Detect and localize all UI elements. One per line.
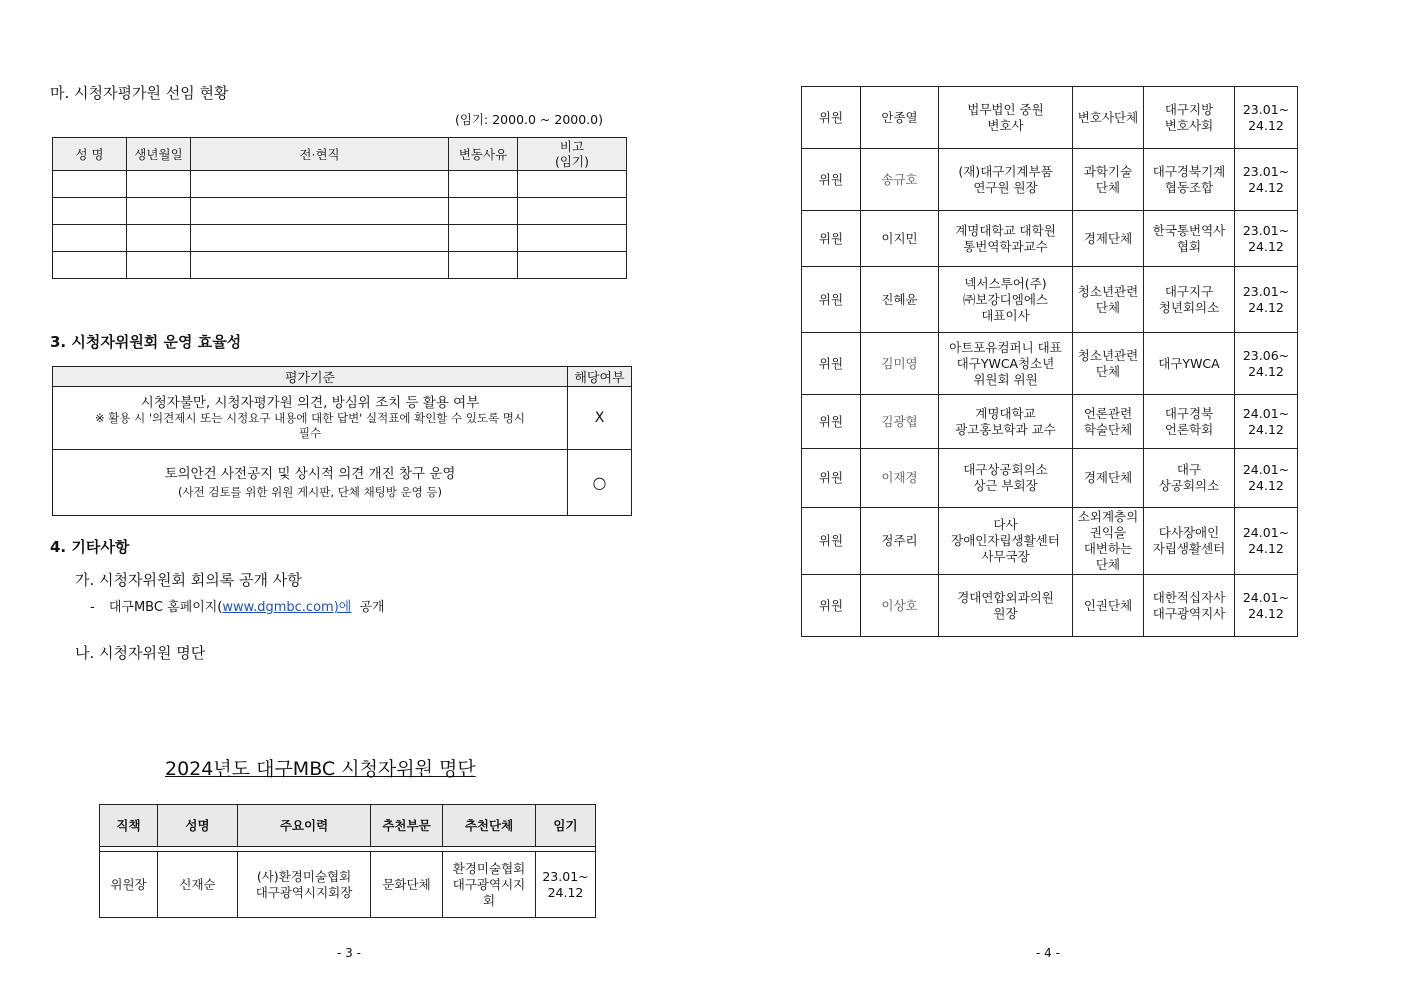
member-career [939, 395, 1073, 449]
section3-title: 3. 시청자위원회 운영 효율성 [50, 333, 242, 351]
member-career [939, 87, 1073, 149]
member-org-line: 대한적십자사 [1152, 589, 1226, 605]
member-org [1144, 449, 1235, 508]
member-career-line: (재)대구기계부품 [958, 163, 1053, 179]
member-name: 이지민 [861, 211, 939, 267]
section4-title: 4. 기타사항 [50, 538, 130, 556]
bullet-dash: - [90, 600, 95, 615]
member-sector-line: 변호사단체 [1077, 109, 1139, 125]
member-sector-line: 청소년관련 [1077, 347, 1139, 363]
member-org-line: 대구YWCA [1158, 355, 1220, 371]
member-career-line: 계명대학교 [975, 405, 1036, 421]
homepage-link[interactable]: www.dgmbc.com)에 [222, 600, 352, 615]
member-org-line: 대구경북 [1164, 405, 1214, 421]
member-term-line: 23.06~ [1242, 347, 1290, 363]
homepage-note [90, 596, 385, 615]
member-org-line: 청년회의소 [1158, 299, 1220, 315]
member-term [1235, 87, 1298, 149]
table-row [802, 149, 1298, 211]
col-position: 전·현직 [191, 138, 449, 171]
member-sector-line: 학술단체 [1083, 421, 1133, 437]
col-name: 성명 [158, 805, 238, 847]
member-career-line: 위원회 위원 [973, 371, 1038, 387]
member-org [1144, 267, 1235, 333]
member-term [1235, 267, 1298, 333]
page-number-right: - 4 - [1036, 946, 1060, 960]
homepage-prefix: 대구MBC 홈페이지( [108, 600, 223, 615]
criteria-note-cont: 필수 [298, 425, 322, 440]
period-note: (임기: 2000.0 ~ 2000.0) [455, 112, 603, 127]
member-term-line: 24.12 [1248, 238, 1284, 254]
member-career-line: 원장 [993, 605, 1018, 621]
table-row [802, 87, 1298, 149]
table-row [802, 395, 1298, 449]
org-line: 회 [482, 892, 496, 908]
table-row [53, 450, 632, 516]
org-line: 대구광역시지 [452, 876, 526, 892]
member-sector-line: 과학기술 [1083, 163, 1133, 179]
page-number-left: - 3 - [337, 946, 361, 960]
member-career-line: 대구상공회의소 [963, 462, 1048, 477]
member-career-line: 변호사 [987, 117, 1024, 133]
table-row [53, 198, 627, 225]
table-row [802, 211, 1298, 267]
efficiency-table [52, 366, 632, 516]
member-name: 신재순 [158, 852, 238, 918]
member-term-line: 23.01~ [1242, 101, 1290, 117]
member-sector [1073, 267, 1144, 333]
member-sector-line: 대변하는 [1083, 541, 1133, 556]
career-line: (사)환경미술협회 [256, 868, 352, 884]
homepage-suffix: 공개 [359, 600, 385, 615]
col-criteria: 평가기준 [53, 367, 568, 387]
member-term-line: 24.12 [1248, 117, 1284, 133]
member-name: 정주리 [861, 508, 939, 575]
col-birthdate: 생년월일 [127, 138, 191, 171]
member-career [939, 508, 1073, 575]
member-career-line: 계명대학교 대학원 [955, 222, 1056, 238]
table-row [53, 387, 632, 450]
applicable-mark: ○ [568, 450, 632, 516]
col-org: 추천단체 [443, 805, 536, 847]
criteria-main: 시청자불만, 시청자평가원 의견, 방심위 조치 등 활용 여부 [140, 394, 480, 411]
col-sector: 추천부문 [371, 805, 443, 847]
member-org-line: 대구지구 [1164, 283, 1214, 299]
member-term-line: 24.12 [1248, 421, 1284, 437]
member-org [1144, 333, 1235, 395]
table-row [802, 575, 1298, 637]
member-term-line: 24.12 [1248, 605, 1284, 621]
member-sector [1073, 395, 1144, 449]
member-role: 위원 [802, 575, 861, 637]
col-career: 주요이력 [238, 805, 371, 847]
member-career-line: 상근 부회장 [973, 478, 1038, 493]
member-career-line: 법무법인 중원 [967, 101, 1044, 117]
member-career-line: 넥서스투어(주) [964, 275, 1047, 291]
member-sector-line: 단체 [1095, 363, 1121, 379]
member-role: 위원 [802, 449, 861, 508]
section-ma-title: 마. 시청자평가원 선임 현황 [50, 84, 229, 102]
member-term-line: 24.01~ [1242, 589, 1290, 605]
member-org-line: 변호사회 [1164, 117, 1214, 133]
member-sector [1073, 575, 1144, 637]
col-term: 임기 [536, 805, 596, 847]
member-org-line: 대구 [1176, 462, 1202, 477]
member-role: 위원장 [100, 852, 158, 918]
member-name: 송규호 [861, 149, 939, 211]
member-career [939, 211, 1073, 267]
roster-title: 2024년도 대구MBC 시청자위원 명단 [165, 758, 476, 780]
org-line: 환경미술협회 [452, 860, 526, 876]
table-row [802, 333, 1298, 395]
member-career [939, 575, 1073, 637]
table-row [802, 508, 1298, 575]
member-org [1144, 395, 1235, 449]
member-name: 안종열 [861, 87, 939, 149]
member-name: 진혜윤 [861, 267, 939, 333]
member-org-line: 대구지방 [1164, 101, 1214, 117]
member-name: 김광협 [861, 395, 939, 449]
item-na: 나. 시청자위원 명단 [75, 644, 206, 662]
member-term-line: 24.12 [1248, 299, 1284, 315]
term-line: 24.12 [547, 884, 584, 900]
member-org-line: 상공회의소 [1158, 478, 1220, 493]
table-row [53, 171, 627, 198]
member-career [939, 149, 1073, 211]
member-role: 위원 [802, 87, 861, 149]
member-career-line: 대구YWCA청소년 [956, 355, 1055, 371]
table-row [802, 449, 1298, 508]
chair-table [99, 804, 596, 918]
member-term [1235, 149, 1298, 211]
member-org-line: 한국통번역사 [1152, 222, 1226, 238]
member-career-line: 광고홍보학과 교수 [955, 421, 1056, 437]
member-sector: 문화단체 [371, 852, 443, 918]
member-career-line: 대표이사 [981, 307, 1030, 323]
member-org-line: 협동조합 [1164, 179, 1214, 195]
member-sector-line: 경제단체 [1083, 230, 1133, 246]
member-org [1144, 508, 1235, 575]
criteria-note: (사전 검토를 위한 위원 게시판, 단체 채팅방 운영 등) [177, 484, 443, 499]
member-term-line: 24.01~ [1242, 525, 1290, 540]
member-name: 이재경 [861, 449, 939, 508]
member-org [1144, 87, 1235, 149]
member-term-line: 23.01~ [1242, 283, 1290, 299]
member-term [1235, 395, 1298, 449]
member-sector-line: 언론관련 [1083, 405, 1133, 421]
member-career [939, 333, 1073, 395]
member-term-line: 24.01~ [1242, 405, 1290, 421]
member-career [939, 449, 1073, 508]
member-term-line: 24.12 [1248, 478, 1284, 493]
member-career-line: 연구원 원장 [973, 179, 1038, 195]
table-row [100, 852, 596, 918]
member-org-line: 협회 [1176, 238, 1202, 254]
member-sector-line: 단체 [1095, 557, 1121, 572]
member-sector [1073, 87, 1144, 149]
member-sector [1073, 333, 1144, 395]
member-table [801, 86, 1298, 637]
member-sector-line: 단체 [1095, 299, 1121, 315]
member-term [1235, 449, 1298, 508]
member-org [1144, 575, 1235, 637]
member-role: 위원 [802, 508, 861, 575]
col-name: 성 명 [53, 138, 127, 171]
criteria-cell [53, 387, 568, 450]
member-role: 위원 [802, 333, 861, 395]
member-org-line: 대구광역지사 [1152, 605, 1226, 621]
table-row [53, 225, 627, 252]
member-org [1144, 211, 1235, 267]
member-career-line: 경대연합외과의원 [957, 589, 1054, 605]
member-term [1235, 211, 1298, 267]
member-term-line: 24.12 [1248, 541, 1284, 556]
member-role: 위원 [802, 211, 861, 267]
criteria-main: 토의안건 사전공지 및 상시적 의견 개진 창구 운영 [164, 465, 456, 482]
member-sector-line: 단체 [1095, 179, 1121, 195]
member-sector-line: 권익을 [1089, 525, 1127, 540]
member-career-line: 통번역학과교수 [963, 238, 1048, 254]
member-career-line: 사무국장 [981, 549, 1030, 564]
member-role: 위원 [802, 149, 861, 211]
member-term [1235, 508, 1298, 575]
member-career [939, 267, 1073, 333]
member-career-line: 아트포유컴퍼니 대표 [949, 339, 1062, 355]
member-term [1235, 333, 1298, 395]
member-name: 김미영 [861, 333, 939, 395]
member-org [443, 852, 536, 918]
item-ga: 가. 시청자위원회 회의록 공개 사항 [75, 571, 302, 589]
member-career [238, 852, 371, 918]
col-applicable: 해당여부 [568, 367, 632, 387]
member-term-line: 23.01~ [1242, 222, 1290, 238]
member-org-line: 대구경북기계 [1152, 163, 1226, 179]
career-line: 대구광역시지회장 [255, 884, 353, 900]
col-remarks-note: (임기) [555, 154, 589, 169]
member-sector-line: 청소년관련 [1077, 283, 1139, 299]
member-sector [1073, 508, 1144, 575]
member-term [536, 852, 596, 918]
member-career-line: ㈜보강디엠에스 [963, 291, 1048, 307]
criteria-cell [53, 450, 568, 516]
col-role: 직책 [100, 805, 158, 847]
member-role: 위원 [802, 395, 861, 449]
member-term-line: 24.12 [1248, 179, 1284, 195]
member-org [1144, 149, 1235, 211]
member-sector-line: 소외계층의 [1077, 509, 1139, 524]
member-sector [1073, 211, 1144, 267]
member-org-line: 다사장애인 [1158, 525, 1220, 540]
member-term-line: 24.12 [1248, 363, 1284, 379]
member-term-line: 23.01~ [1242, 163, 1290, 179]
col-remarks [518, 138, 627, 171]
term-line: 23.01~ [542, 868, 589, 884]
member-sector-line: 경제단체 [1083, 470, 1133, 485]
applicable-mark: X [568, 387, 632, 450]
col-remarks-label: 비고 [559, 139, 585, 154]
criteria-note: ※ 활용 시 '의견제시 또는 시정요구 내용에 대한 답변' 실적표에 확인할 수 있도록 명시 [94, 410, 526, 425]
member-name: 이상호 [861, 575, 939, 637]
member-org-line: 언론학회 [1164, 421, 1214, 437]
member-term-line: 24.01~ [1242, 462, 1290, 477]
member-career-line: 다사 [993, 517, 1018, 532]
member-org-line: 자립생활센터 [1152, 541, 1226, 556]
table-row [802, 267, 1298, 333]
member-career-line: 장애인자립생활센터 [951, 533, 1060, 548]
member-term [1235, 575, 1298, 637]
member-sector-line: 인권단체 [1083, 597, 1133, 613]
table-row [53, 252, 627, 279]
member-sector [1073, 449, 1144, 508]
member-sector [1073, 149, 1144, 211]
evaluator-table [52, 137, 627, 279]
member-role: 위원 [802, 267, 861, 333]
col-change-reason: 변동사유 [449, 138, 518, 171]
